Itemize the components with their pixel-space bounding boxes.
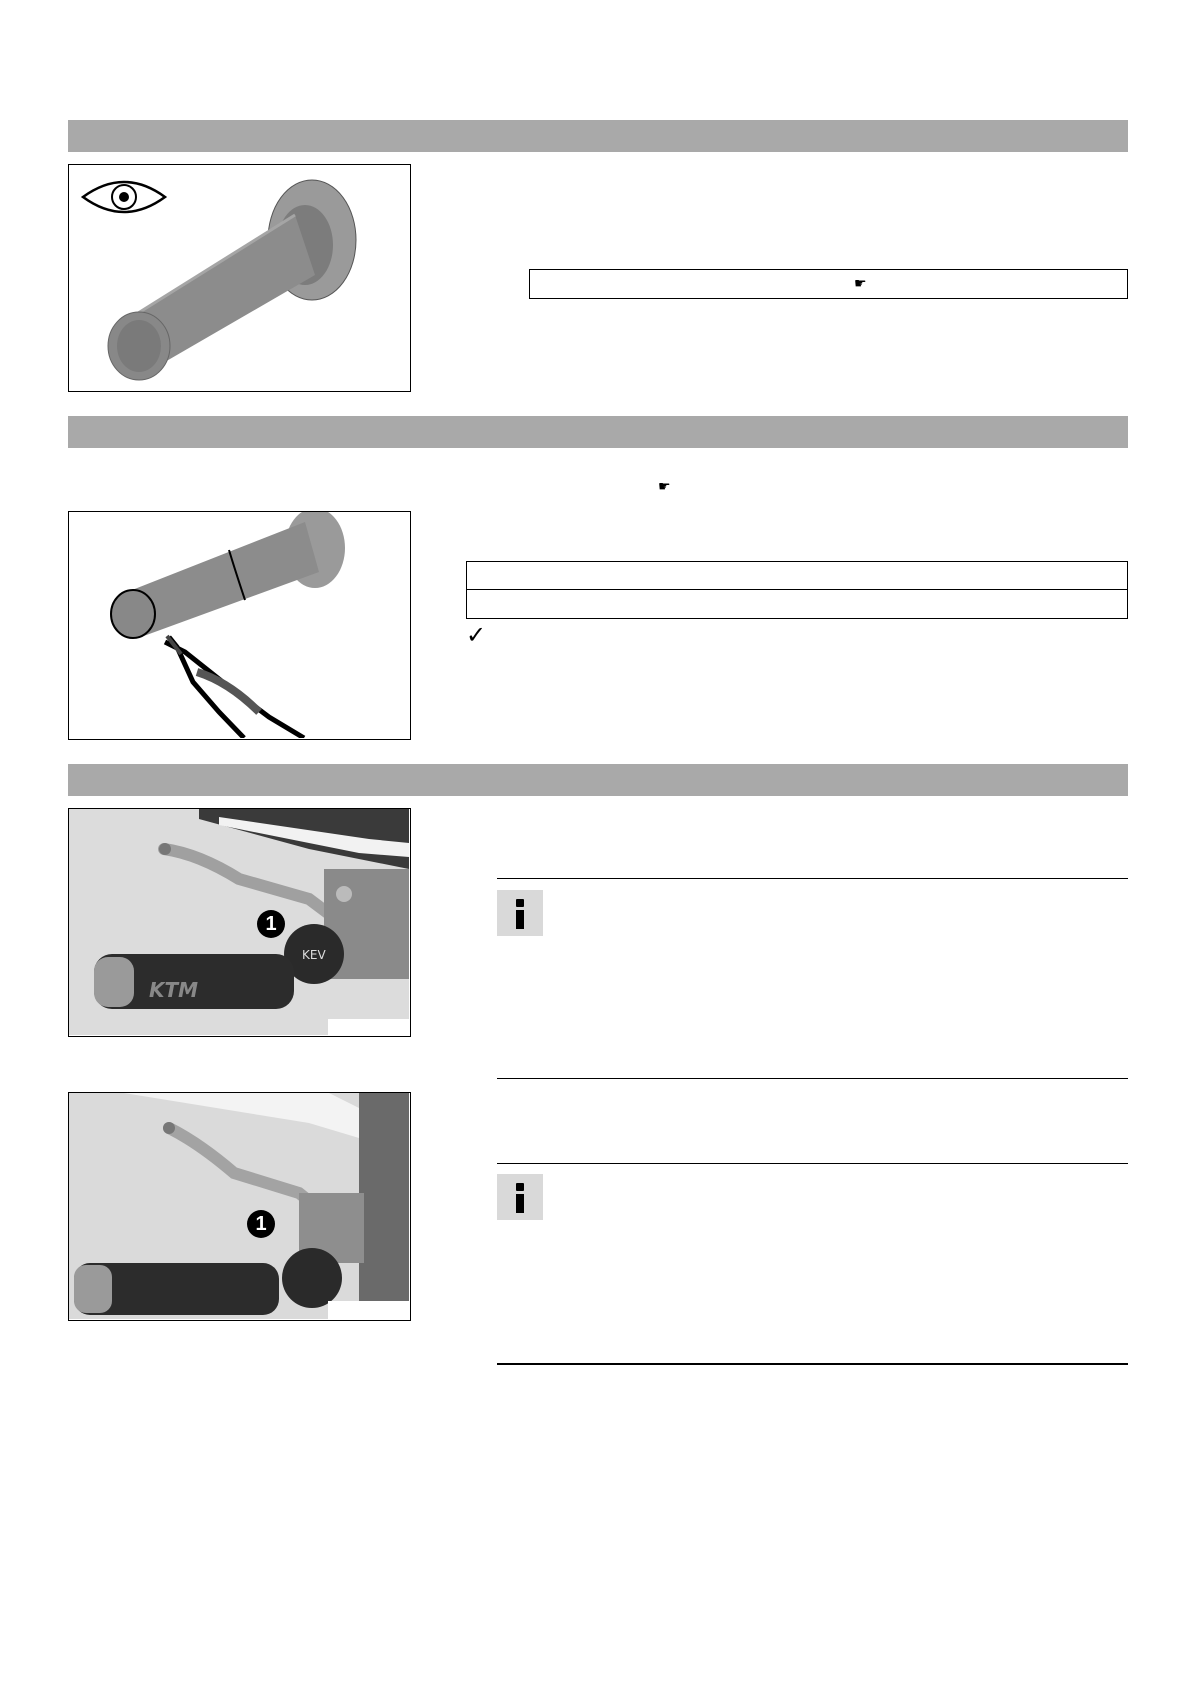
handlebar-grip-photo (94, 954, 294, 1009)
pliers-illustration (165, 636, 304, 738)
note-divider (497, 1078, 1128, 1079)
callout-marker-1: 1 (257, 910, 285, 938)
section-header-bar-1 (68, 120, 1128, 152)
svg-text:KEV: KEV (302, 948, 326, 962)
note-divider (497, 1363, 1128, 1365)
spec-table-row (467, 562, 1127, 590)
grip-illustration (111, 512, 345, 638)
note-divider (497, 878, 1128, 879)
spec-table-2 (466, 561, 1128, 619)
hand-pointer-icon: ☛ (658, 478, 671, 494)
spec-table-1 (529, 269, 1128, 299)
info-icon (497, 890, 543, 936)
grip-illustration (108, 180, 356, 380)
section-header-bar-3 (68, 764, 1128, 796)
check-mark-icon: ✓ (466, 622, 487, 649)
figure-clutch-lever-photo (68, 808, 411, 1037)
eye-icon (83, 182, 165, 212)
figure-grip-wire (68, 511, 411, 740)
svg-text:KTM: KTM (149, 978, 199, 1002)
callout-marker-1: 1 (247, 1210, 275, 1238)
spec-table-row (467, 590, 1127, 617)
hand-pointer-icon: ☛ (854, 275, 867, 291)
handlebar-grip-photo (74, 1263, 279, 1315)
figure-grip-inspection (68, 164, 411, 392)
note-divider (497, 1163, 1128, 1164)
info-icon (497, 1174, 543, 1220)
section-header-bar-2 (68, 416, 1128, 448)
figure-brake-lever-photo (68, 1092, 411, 1321)
